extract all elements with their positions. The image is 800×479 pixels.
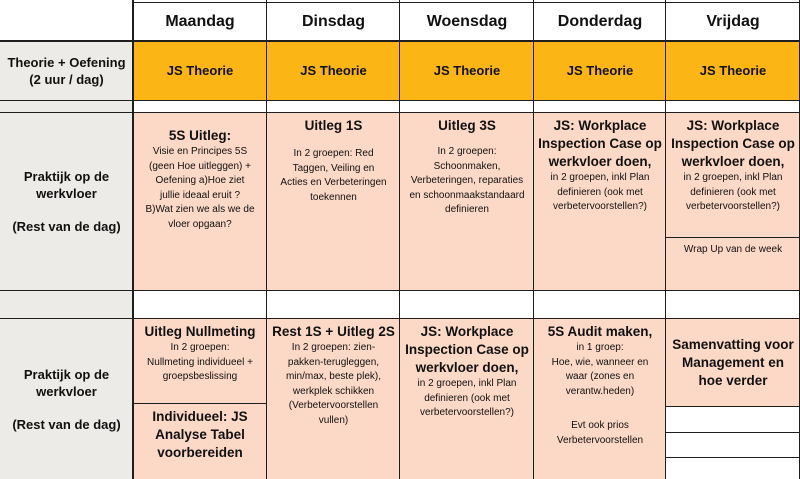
cell-praktijk2-dinsdag: [267, 319, 400, 479]
cell-line: Taggen, Veiling en: [292, 162, 375, 174]
cell-theorie-dinsdag: JS Theorie: [267, 41, 400, 100]
cell-line: Schoonmaken,: [433, 160, 501, 172]
grid-line-horizontal: [666, 237, 800, 238]
cell-line: waar (zones en: [565, 371, 635, 382]
cell-title: Management en: [681, 354, 785, 370]
cell-title: JS: Workplace: [420, 324, 514, 339]
cell-title: Uitleg Nullmeting: [144, 324, 256, 339]
day-header-maandag: Maandag: [165, 12, 235, 30]
cell-praktijk2-maandag-individueel: [133, 404, 267, 479]
cell-line: in 2 groepen, inkl Plan: [683, 172, 783, 183]
cell-title: 5S Uitleg:: [168, 128, 232, 143]
cell-line: Nullmeting individueel +: [147, 356, 253, 368]
cell-line: B)Wat zien we als we de: [145, 204, 255, 215]
row-label-line: Praktijk op de: [23, 366, 110, 382]
cell-title: Inspection Case op: [538, 136, 662, 151]
row-label-line: Praktijk op de: [23, 169, 110, 184]
cell-title: werkvloer doen,: [415, 360, 519, 375]
day-header-woensdag: Woensdag: [426, 12, 508, 30]
cell-wrap-up-vrijdag: [666, 238, 800, 290]
cell-line: verbetervoorstellen?): [686, 201, 780, 212]
cell-line: verbetervoorstellen?): [553, 201, 647, 212]
cell-title: werkvloer doen,: [548, 154, 652, 169]
row-label-line: (Rest van de dag): [12, 416, 121, 432]
grid-line-horizontal: [133, 403, 267, 404]
cell-line: verbetervoorstellen?): [420, 407, 514, 418]
cell-line: (Verbetervoorstellen: [288, 400, 379, 411]
cell-line: Wrap Up van de week: [683, 244, 783, 255]
cell-praktijk2-woensdag: [400, 319, 534, 479]
row-label-line: Theorie + Oefening: [7, 54, 126, 70]
cell-line: Visie en Principes 5S: [152, 146, 248, 157]
cell-theorie-vrijdag: JS Theorie: [666, 41, 800, 100]
day-header-dinsdag: Dinsdag: [301, 12, 366, 30]
cell-title: Analyse Tabel: [155, 427, 245, 442]
cell-praktijk1-dinsdag: [267, 113, 400, 290]
cell-praktijk1-woensdag: [400, 113, 534, 290]
grid-line-vertical: [266, 0, 267, 479]
cell-title: Rest 1S + Uitleg 2S: [272, 324, 395, 339]
grid-line-horizontal: [666, 457, 800, 458]
cell-line: min/max, beste plek),: [285, 371, 382, 382]
cell-title: werkvloer doen,: [681, 154, 785, 169]
cell-title: Samenvatting voor: [672, 336, 794, 352]
cell-line: In 2 groepen: zien-: [291, 342, 376, 353]
cell-line: groepsbeslissing: [162, 371, 238, 382]
grid-line-horizontal: [0, 290, 800, 291]
cell-praktijk2-maandag: [133, 319, 267, 403]
grid-line-vertical: [399, 0, 400, 479]
cell-line: In 2 groepen:: [437, 146, 497, 157]
cell-praktijk1-donderdag: [534, 113, 666, 290]
cell-line: In 2 groepen: Red: [293, 148, 374, 159]
cell-line: definieren (ook met: [690, 186, 776, 198]
cell-line: in 1 groep:: [576, 342, 624, 353]
cell-title: 5S Audit maken,: [547, 324, 653, 339]
row-label-praktijk-1: [0, 113, 133, 290]
cell-title: Uitleg 1S: [304, 118, 363, 133]
grid-line-horizontal: [0, 318, 800, 319]
cell-title: Inspection Case op: [671, 136, 795, 151]
cell-line: toekennen: [310, 191, 357, 203]
row-label-line: werkvloer: [36, 383, 97, 399]
grid-line-horizontal: [0, 40, 800, 42]
grid-line-horizontal: [0, 100, 800, 101]
grid-line-vertical: [132, 0, 134, 479]
cell-praktijk2-vrijdag: [666, 319, 800, 406]
cell-theorie-maandag: JS Theorie: [133, 41, 267, 100]
cell-line: Acties en Verbeteringen: [280, 177, 387, 188]
cell-line: (geen Hoe uitleggen) +: [148, 160, 252, 172]
cell-line: pakken-terugleggen,: [287, 356, 380, 368]
cell-line: Evt ook prios: [571, 420, 629, 431]
cell-line: werkplek schikken: [292, 385, 375, 397]
row-label-praktijk-2: [0, 319, 133, 479]
cell-line: definieren (ook met: [424, 392, 510, 404]
grid-line-vertical: [533, 0, 534, 479]
grid-line-vertical: [665, 0, 666, 479]
day-header-donderdag: Donderdag: [557, 12, 643, 30]
row-label-line: (2 uur / dag): [29, 71, 104, 87]
day-header-vrijdag: Vrijdag: [706, 12, 760, 30]
cell-line: Hoe, wie, wanneer en: [551, 356, 649, 368]
cell-line: en schoonmaakstandaard: [409, 189, 525, 201]
cell-line: vloer opgaan?: [168, 218, 232, 230]
cell-line: in 2 groepen, inkl Plan: [417, 378, 517, 389]
cell-theorie-woensdag: JS Theorie: [400, 41, 534, 100]
grid-line-horizontal: [666, 432, 800, 433]
spacer-left: [0, 100, 133, 112]
grid-line-horizontal: [666, 406, 800, 407]
cell-line: jullie ideaal eruit ?: [159, 189, 241, 201]
cell-line: Oefening a)Hoe ziet: [155, 175, 245, 186]
cell-title: Uitleg 3S: [438, 118, 496, 133]
cell-line: definieren (ook met: [557, 186, 643, 198]
cell-line: definieren: [445, 204, 489, 215]
cell-praktijk1-maandag: [133, 113, 267, 290]
row-label-theorie: [0, 41, 133, 100]
cell-line: in 2 groepen, inkl Plan: [550, 172, 650, 183]
row-label-line: werkvloer: [36, 186, 97, 201]
spacer-left: [0, 290, 133, 318]
cell-theorie-donderdag: JS Theorie: [534, 41, 666, 100]
cell-title: Inspection Case op: [405, 342, 529, 357]
grid-line-horizontal: [0, 112, 800, 113]
cell-line: Verbetervoorstellen: [556, 434, 644, 446]
cell-praktijk1-vrijdag: [666, 113, 800, 237]
cell-line: Verbeteringen, reparaties: [410, 175, 524, 186]
cell-title: Individueel: JS: [152, 409, 248, 424]
cell-title: voorbereiden: [157, 445, 243, 460]
cell-line: vullen): [318, 414, 349, 426]
cell-title: JS: Workplace: [686, 118, 780, 133]
cell-praktijk2-donderdag: [534, 319, 666, 479]
row-label-line: (Rest van de dag): [12, 219, 121, 234]
cell-line: In 2 groepen:: [170, 342, 230, 353]
cell-title: JS: Workplace: [553, 118, 647, 133]
cell-line: verantw.heden): [565, 385, 635, 397]
cell-title: hoe verder: [698, 372, 768, 388]
grid-line-horizontal: [132, 2, 800, 3]
